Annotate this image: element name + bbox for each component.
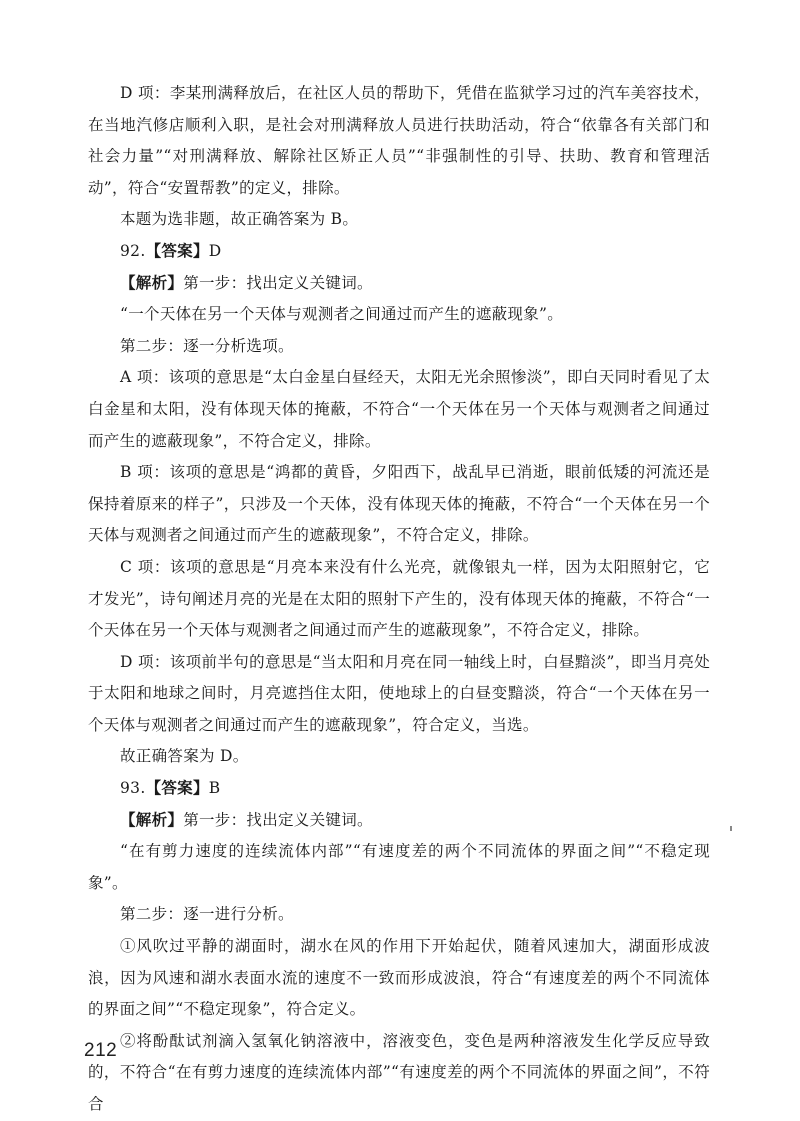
option-c-92: [88, 552, 710, 647]
answer-tag: 【答案】: [145, 779, 209, 798]
analysis-92-step2: [88, 331, 710, 363]
conclusion-92: [88, 741, 710, 773]
paragraph-text: 故正确答案为 D。: [120, 747, 249, 766]
item-2-93: [88, 1026, 710, 1121]
scan-artifact: [730, 826, 732, 831]
option-a-92: [88, 362, 710, 457]
definition-keywords-92: [88, 299, 710, 331]
page-number: 212: [84, 1040, 118, 1061]
page-body: [88, 78, 710, 1121]
paragraph-text: 第一步：找出定义关键词。: [183, 810, 373, 829]
paragraph-text: 第一步：找出定义关键词。: [183, 273, 373, 292]
answer-value: D: [208, 241, 222, 260]
answer-value: B: [208, 779, 221, 798]
paragraph-text: A 项：该项的意思是“太白金星白昼经天，太阳无光余照惨淡”，即白天同时看见了太白金星和太阳，没有体现天体的掩蔽，不符合“一个天体在另一个天体与观测者之间通过而产生的遮蔽现象”，不符合定义，排除。: [88, 368, 710, 450]
answer-tag: 【答案】: [145, 241, 209, 260]
paragraph-text: 本题为选非题，故正确答案为 B。: [120, 210, 359, 229]
paragraph-answer-q91: [88, 204, 710, 236]
item-1-93: [88, 931, 710, 1026]
analysis-tag: 【解析】: [120, 273, 184, 292]
analysis-tag: 【解析】: [120, 810, 184, 829]
analysis-93-step2: [88, 899, 710, 931]
paragraph-text: ①风吹过平静的湖面时，湖水在风的作用下开始起伏，随着风速加大，湖面形成波浪，因为风速和湖水表面水流的速度不一致而形成波浪，符合“有速度差的两个不同流体的界面之间”“不稳定现象”，符合定义。: [88, 937, 710, 1019]
paragraph-text: “一个天体在另一个天体与观测者之间通过而产生的遮蔽现象”。: [120, 305, 564, 324]
analysis-93-step1: [88, 805, 710, 837]
question-93-answer: [88, 773, 710, 805]
paragraph-text: ②将酚酞试剂滴入氢氧化钠溶液中，溶液变色，变色是两种溶液发生化学反应导致的，不符合“在有剪力速度的连续流体内部”“有速度差的两个不同流体的界面之间”，不符合: [88, 1031, 710, 1113]
paragraph-text: “在有剪力速度的连续流体内部”“有速度差的两个不同流体的界面之间”“不稳定现象”。: [88, 842, 710, 892]
question-92-answer: [88, 236, 710, 268]
option-d-92: [88, 647, 710, 742]
analysis-92-step1: [88, 268, 710, 300]
option-b-92: [88, 457, 710, 552]
definition-keywords-93: [88, 836, 710, 899]
paragraph-text: B 项：该项的意思是“鸿都的黄昏，夕阳西下，战乱早已消逝，眼前低矮的河流还是保持着原来的样子”，只涉及一个天体，没有体现天体的掩蔽，不符合“一个天体在另一个天体与观测者之间通过而产生的遮蔽现象”，不符合定义，排除。: [88, 463, 710, 545]
paragraph-text: C 项：该项的意思是“月亮本来没有什么光亮，就像银丸一样，因为太阳照射它，它才发光”，诗句阐述月亮的光是在太阳的照射下产生的，没有体现天体的掩蔽，不符合“一个天体在另一个天体与观测者之间通过而产生的遮蔽现象”，不符合定义，排除。: [88, 557, 710, 640]
question-number: 93.: [120, 779, 146, 798]
paragraph-text: 第二步：逐一分析选项。: [120, 336, 294, 355]
paragraph-text: 第二步：逐一进行分析。: [120, 905, 294, 924]
paragraph-text: D 项：李某刑满释放后，在社区人员的帮助下，凭借在监狱学习过的汽车美容技术，在当地汽修店顺利入职，是社会对刑满释放人员进行扶助活动，符合“依靠各有关部门和社会力量”“对刑满释放、解除社区矫正人员”“非强制性的引导、扶助、教育和管理活动”，符合“安置帮教”的定义，排除。: [88, 84, 710, 197]
question-number: 92.: [120, 241, 146, 260]
paragraph-option-d-q91: [88, 78, 710, 204]
paragraph-text: D 项：该项前半句的意思是“当太阳和月亮在同一轴线上时，白昼黯淡”，即当月亮处于太阳和地球之间时，月亮遮挡住太阳，使地球上的白昼变黯淡，符合“一个天体在另一个天体与观测者之间通过而产生的遮蔽现象”，符合定义，当选。: [88, 652, 710, 734]
